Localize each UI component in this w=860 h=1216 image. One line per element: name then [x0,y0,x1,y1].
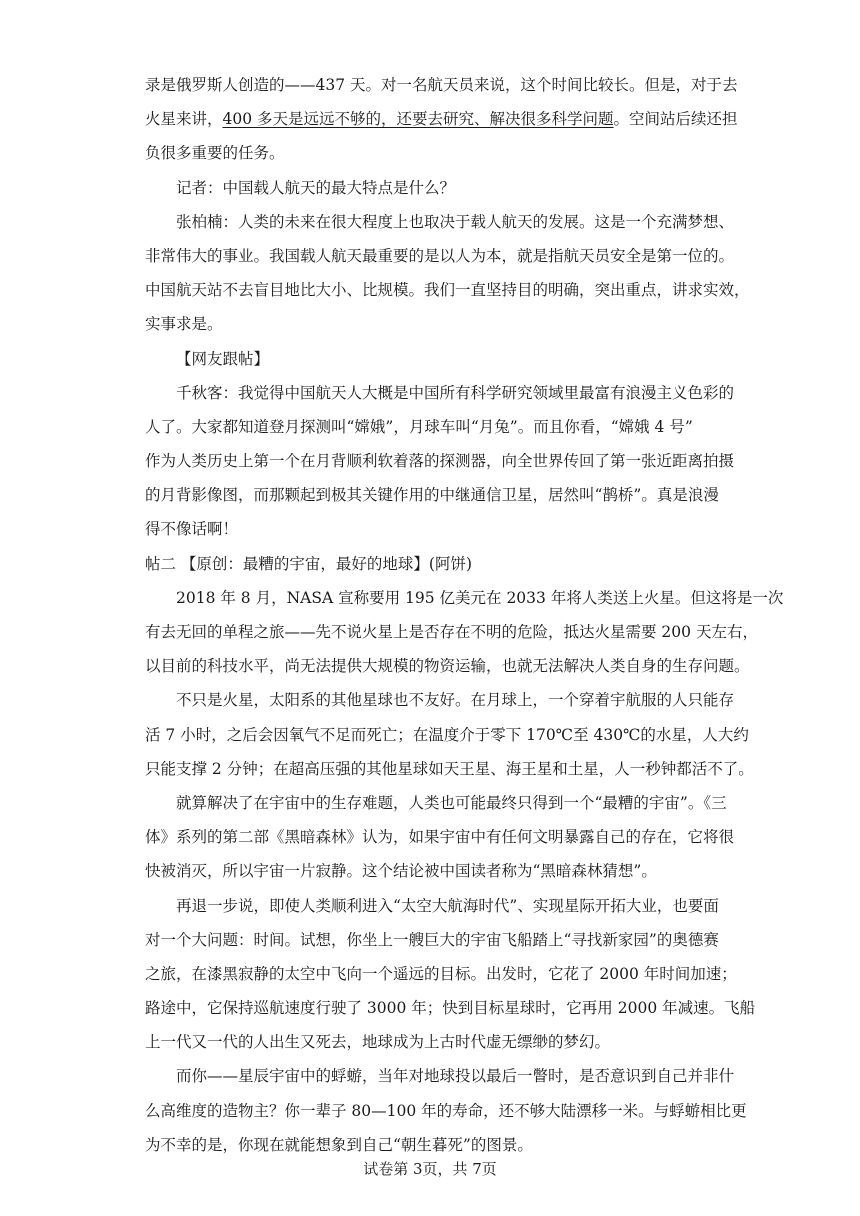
text-line: 活 7 小时，之后会因氧气不足而死亡；在温度介于零下 170℃至 430℃的水星，人大约 [145,725,749,744]
text-line: 再退一步说，即使人类顺利进入“太空大航海时代”、实现星际开拓大业，也要面 [176,896,719,915]
text-line: 上一代又一代的人出生又死去，地球成为上古时代虚无缥缈的梦幻。 [145,1033,611,1052]
text-line: 对一个大问题：时间。试想，你坐上一艘巨大的宇宙飞船踏上“寻找新家园”的奥德赛 [145,930,719,949]
text-line: 就算解决了在宇宙中的生存难题，人类也可能最终只得到一个“最糟的宇宙”。《三 [176,793,727,812]
text-line: 帖二 【原创：最糟的宇宙，最好的地球】(阿饼) [145,554,473,573]
text-line: 的月背影像图，而那颗起到极其关键作用的中继通信卫星，居然叫“鹊桥”。真是浪漫 [145,486,719,505]
text-line: 记者：中国载人航天的最大特点是什么？ [176,178,456,197]
text-line: 中国航天站不去盲目地比大小、比规模。我们一直坚持目的明确，突出重点，讲求实效， [145,281,750,300]
text-line: 只能支撑 2 分钟；在超高压强的其他星球如天王星、海王星和土星，人一秒钟都活不了。 [145,759,754,778]
text-line: 负很多重要的任务。 [145,144,285,163]
text-line: 不只是火星，太阳系的其他星球也不友好。在月球上，一个穿着宇航服的人只能存 [176,691,735,710]
section-heading [145,342,715,376]
paragraph [145,581,784,684]
text-line: 而你——星辰宇宙中的蜉蝣，当年对地球投以最后一瞥时，是否意识到自己并非什 [176,1067,735,1086]
paragraph [145,683,754,786]
paragraph [145,205,750,342]
text-line: 人了。大家都知道登月探测叫“嫦娥”，月球车叫“月兔”。而且你看，“嫦娥 4 号” [145,417,693,436]
paragraph [145,786,735,889]
text-line: 为不幸的是，你现在就能想象到自己“朝生暮死”的图景。 [145,1135,533,1154]
text-line: 得不像话啊！ [145,520,239,539]
text-line: 火星来讲，400 多天是远远不够的，还要去研究、解决很多科学问题。空间站后续还担 [145,110,738,129]
text-line: 2018 年 8 月，NASA 宣称要用 195 亿美元在 2033 年将人类送上火星。但这将是一次 [176,588,784,607]
paragraph [145,171,715,205]
text-line: 录是俄罗斯人创造的——437 天。对一名航天员来说，这个时间比较长。但是，对于去 [145,76,738,94]
article-body [145,68,784,1162]
text-line: 实事求是。 [145,315,223,334]
page-footer: 试卷第 3页，共 7页 [363,1160,497,1178]
text-line: 千秋客：我觉得中国航天人大概是中国所有科学研究领域里最富有浪漫主义色彩的 [176,383,735,402]
paragraph [145,68,738,171]
underlined-text: 400 多天是远远不够的，还要去研究、解决很多科学问题 [222,110,614,129]
paragraph [145,376,735,547]
text-line: 路途中，它保持巡航速度行驶了 3000 年；快到目标星球时，它再用 2000 年减速。飞船 [145,999,756,1018]
text-line: 有去无回的单程之旅——先不说火星上是否存在不明的危险，抵达火星需要 200 天左右， [145,623,758,641]
text-line: 作为人类历史上第一个在月背顺利软着落的探测器，向全世界传回了第一张近距离拍摄 [145,452,735,471]
text-line: 非常伟大的事业。我国载人航天最重要的是以人为本，就是指航天员安全是第一位的。 [145,246,735,265]
post-title [145,547,715,581]
text-line: 快被消灭，所以宇宙一片寂静。这个结论被中国读者称为“黑暗森林猜想”。 [145,862,657,881]
paragraph [145,889,756,1060]
text-line: 体》系列的第二部《黑暗森林》认为，如果宇宙中有任何文明暴露自己的存在，它将很 [145,828,735,847]
paragraph [145,1059,747,1162]
text-line: 么高维度的造物主？你一辈子 80—100 年的寿命，还不够大陆漂移一米。与蜉蝣相比更 [145,1101,747,1120]
text-line: 之旅，在漆黑寂静的太空中飞向一个遥远的目标。出发时，它花了 2000 年时间加速； [145,964,737,983]
text-line: 张柏楠：人类的未来在很大程度上也取决于载人航天的发展。这是一个充满梦想、 [176,212,735,231]
text-line: 【网友跟帖】 [176,349,270,368]
text-line: 以目前的科技水平，尚无法提供大规模的物资运输，也就无法解决人类自身的生存问题。 [145,657,750,676]
